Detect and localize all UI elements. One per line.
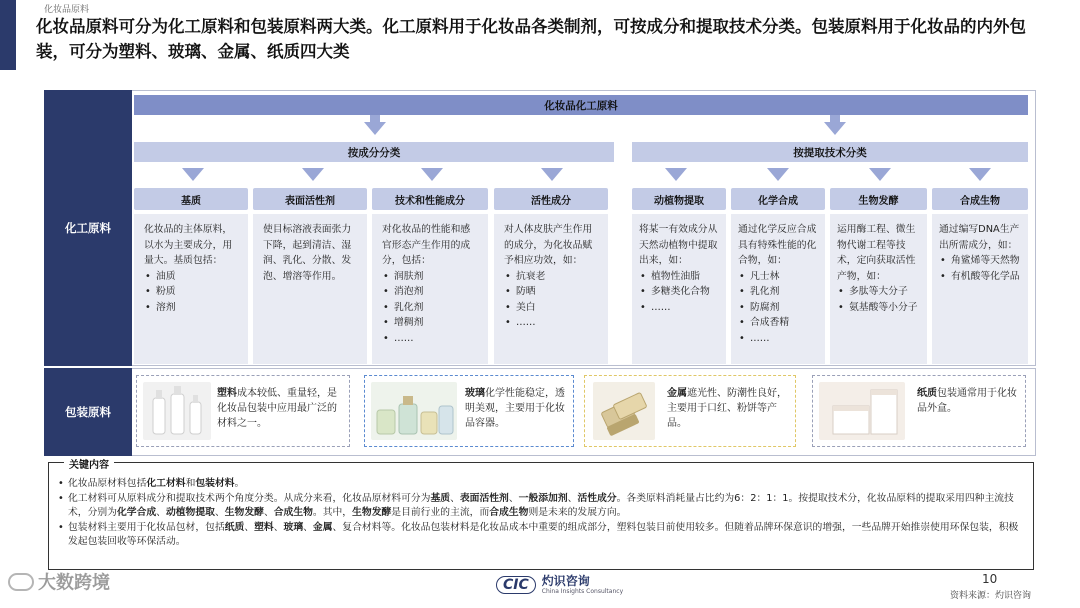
key-text: 、	[244, 521, 255, 533]
key-text: 化妆品原材料包括	[68, 478, 147, 489]
list-item: • 乳化剂	[382, 300, 478, 316]
arrow-down-icon	[665, 168, 687, 181]
section-label: 化妆品原料	[44, 5, 90, 15]
list-item: • 植物性油脂	[639, 269, 719, 285]
category-column-chemical-synthesis	[731, 188, 825, 364]
key-term: 表面活性剂	[459, 492, 509, 504]
list-item: • 溶剂	[144, 300, 238, 316]
arrow-down-icon	[824, 122, 846, 135]
arrow-down-icon	[541, 168, 563, 181]
list-item: • 油质	[144, 269, 238, 285]
category-column-functional	[372, 188, 488, 364]
category-title: 化学合成	[731, 188, 825, 210]
category-body	[830, 214, 927, 364]
list-item: • 氨基酸等小分子	[837, 300, 920, 316]
key-term: 包装材料	[195, 478, 235, 489]
list-item: • ……	[738, 331, 818, 347]
packaging-text: 化学性能稳定，透明美观，主要用于化妆品容器。	[465, 388, 565, 429]
key-text: 、	[303, 521, 313, 533]
cic-mark: CIC	[496, 576, 536, 594]
list-item: • 抗衰老	[504, 269, 598, 285]
metal-lipstick-image	[593, 382, 655, 440]
packaging-card-plastic	[136, 375, 350, 447]
category-desc: 通过化学反应合成具有特殊性能的化合物，如：	[738, 224, 817, 266]
category-column-surfactant	[253, 188, 367, 364]
category-desc: 对人体皮肤产生作用的成分，为化妆品赋予相应功效，如：	[504, 224, 593, 266]
arrow-down-icon	[767, 168, 789, 181]
key-term: 化学合成	[116, 507, 157, 518]
list-item: • 凡士林	[738, 269, 818, 285]
key-term: 活性成分	[577, 492, 617, 504]
category-body	[494, 214, 608, 364]
category-title: 表面活性剂	[253, 188, 367, 210]
key-text: 是目前行业的主流，而	[391, 507, 490, 518]
list-item: • ……	[382, 331, 478, 347]
watermark-icon	[8, 573, 34, 591]
source-note: 资料来源：灼识咨询	[950, 591, 1032, 601]
list-item: • 角鲨烯等天然物	[939, 253, 1021, 269]
packaging-desc	[667, 386, 791, 431]
category-desc: 运用酶工程、微生物代谢工程等技术，定向获取活性产物，如：	[837, 224, 916, 282]
list-item: • 多肽等大分子	[837, 284, 920, 300]
cic-wordmark	[542, 575, 623, 595]
key-term: 玻璃	[283, 521, 304, 533]
category-column-active	[494, 188, 608, 364]
key-text: 、	[273, 521, 284, 533]
key-content-title: 关键内容	[64, 456, 114, 471]
list-item: • 防晒	[504, 284, 598, 300]
packaging-name: 塑料	[217, 388, 237, 399]
key-text: 。其中，	[312, 507, 353, 518]
key-term: 合成生物	[489, 507, 529, 518]
category-title: 技术和性能成分	[372, 188, 488, 210]
key-content-item	[58, 521, 1024, 550]
page-number: 10	[982, 572, 998, 586]
category-column-synthetic-biology	[932, 188, 1028, 364]
list-item: • 润肤剂	[382, 269, 478, 285]
plastic-bottles-image	[143, 382, 211, 440]
key-text: 则是未来的发展方向。	[528, 507, 627, 518]
watermark-logo	[8, 568, 110, 595]
category-desc: 化妆品的主体原料，以水为主要成分，用量大。基质包括：	[144, 224, 233, 266]
key-text: 和	[185, 478, 196, 489]
page-title: 化妆品原料可分为化工原料和包装原料两大类。化工原料用于化妆品各类制剂，可按成分和提取技术分类。包装原料用于化妆品的内外包装，可分为塑料、玻璃、金属、纸质四大类	[36, 17, 1026, 61]
packaging-card-glass	[364, 375, 574, 447]
key-term: 化工材料	[146, 478, 186, 489]
list-item: • ……	[504, 315, 598, 331]
category-body	[632, 214, 726, 364]
list-item: • 有机酸等化学品	[939, 269, 1021, 285]
key-term: 生物发酵	[224, 507, 264, 518]
key-text: 、复合材料等。化妆品包装材料是化妆品成本中重要的组成部分，塑料包装目前使用较多。但随着品牌环保意识的增强，一些品牌开始推崇使用环保包装，积极发起包装回收等环保活动。	[68, 521, 1019, 547]
category-body	[731, 214, 825, 364]
category-title: 动植物提取	[632, 188, 726, 210]
list-item: • 粉质	[144, 284, 238, 300]
category-column-base	[134, 188, 248, 364]
watermark-text: 大数跨境	[38, 572, 110, 594]
list-item: • 消泡剂	[382, 284, 478, 300]
category-body	[253, 214, 367, 364]
list-item: • 多糖类化合物	[639, 284, 719, 300]
arrow-down-icon	[869, 168, 891, 181]
key-content-item	[58, 477, 1024, 492]
packaging-text: 成本较低、重量轻，是化妆品包装中应用最广泛的材料之一。	[217, 388, 337, 429]
packaging-text: 包装通常用于化妆品外盒。	[917, 388, 1017, 414]
category-title: 活性成分	[494, 188, 608, 210]
category-desc: 通过编写DNA生产出所需成分，如：	[939, 224, 1020, 251]
key-term: 合成生物	[273, 507, 313, 518]
category-column-fermentation	[830, 188, 927, 364]
cic-logo	[496, 575, 623, 595]
key-text: 、	[263, 507, 274, 518]
cic-name-en: China Insights Consultancy	[541, 588, 624, 595]
list-item: • 防腐剂	[738, 300, 818, 316]
key-term: 塑料	[254, 521, 274, 533]
key-term: 生物发酵	[352, 507, 392, 518]
list-item: • 增稠剂	[382, 315, 478, 331]
key-text: 化工材料可从原料成分和提取技术两个角度分类。从成分来看，化妆品原材料可分为	[68, 492, 431, 504]
accent-bar	[0, 0, 16, 70]
packaging-card-metal	[584, 375, 796, 447]
category-body	[932, 214, 1028, 364]
key-text: 。	[234, 478, 245, 489]
key-text: 。各类原料消耗量占比约为6：2：1：1。按提取技术分，化妆品原料的提取采用四种主流技术，分别为	[68, 492, 1014, 518]
key-term: 基质	[430, 492, 451, 504]
category-title: 合成生物	[932, 188, 1028, 210]
by-extraction-bar: 按提取技术分类	[632, 142, 1028, 162]
category-title: 生物发酵	[830, 188, 927, 210]
category-column-extraction	[632, 188, 726, 364]
key-content-list	[58, 477, 1024, 550]
glass-bottles-image	[371, 382, 457, 440]
key-text: 、	[567, 492, 578, 504]
key-content-item	[58, 492, 1024, 521]
arrow-down-icon	[421, 168, 443, 181]
key-text: 包装材料主要用于化妆品包材，包括	[68, 521, 225, 533]
key-term: 纸质	[224, 521, 245, 533]
chemical-side-label: 化工原料	[44, 90, 132, 366]
key-text: 、	[156, 507, 166, 518]
packaging-side-label: 包装原料	[44, 368, 132, 456]
packaging-desc	[465, 386, 571, 431]
key-text: 、	[214, 507, 225, 518]
arrow-down-icon	[969, 168, 991, 181]
arrow-down-icon	[302, 168, 324, 181]
key-text: 、	[508, 492, 519, 504]
packaging-name: 金属	[667, 388, 687, 399]
paper-box-image	[819, 382, 905, 440]
category-body	[372, 214, 488, 364]
packaging-name: 纸质	[917, 388, 937, 399]
key-text: 、	[450, 492, 460, 504]
category-title: 基质	[134, 188, 248, 210]
category-desc: 将某一有效成分从天然动植物中提取出来，如：	[639, 224, 718, 266]
key-term: 动植物提取	[165, 507, 215, 518]
arrow-down-icon	[364, 122, 386, 135]
arrow-down-icon	[182, 168, 204, 181]
category-desc: 对化妆品的性能和感官形态产生作用的成分，包括：	[382, 224, 471, 266]
packaging-desc	[217, 386, 345, 431]
key-term: 一般添加剂	[518, 492, 568, 504]
list-item: • ……	[639, 300, 719, 316]
list-item: • 美白	[504, 300, 598, 316]
by-component-bar: 按成分分类	[134, 142, 614, 162]
arrow-stem	[370, 115, 380, 123]
list-item: • 合成香精	[738, 315, 818, 331]
packaging-card-paper	[812, 375, 1026, 447]
cic-name-cn: 灼识咨询	[541, 574, 590, 588]
packaging-desc	[917, 386, 1021, 416]
list-item: • 乳化剂	[738, 284, 818, 300]
root-bar: 化妆品化工原料	[134, 95, 1028, 115]
key-term: 金属	[312, 521, 333, 533]
arrow-stem	[830, 115, 840, 123]
category-body	[134, 214, 248, 364]
packaging-text: 遮光性、防潮性良好，主要用于口红、粉饼等产品。	[667, 388, 787, 429]
packaging-name: 玻璃	[465, 388, 485, 399]
category-desc: 使目标溶液表面张力下降，起到清洁、湿润、乳化、分散、发泡、增溶等作用。	[263, 224, 352, 282]
